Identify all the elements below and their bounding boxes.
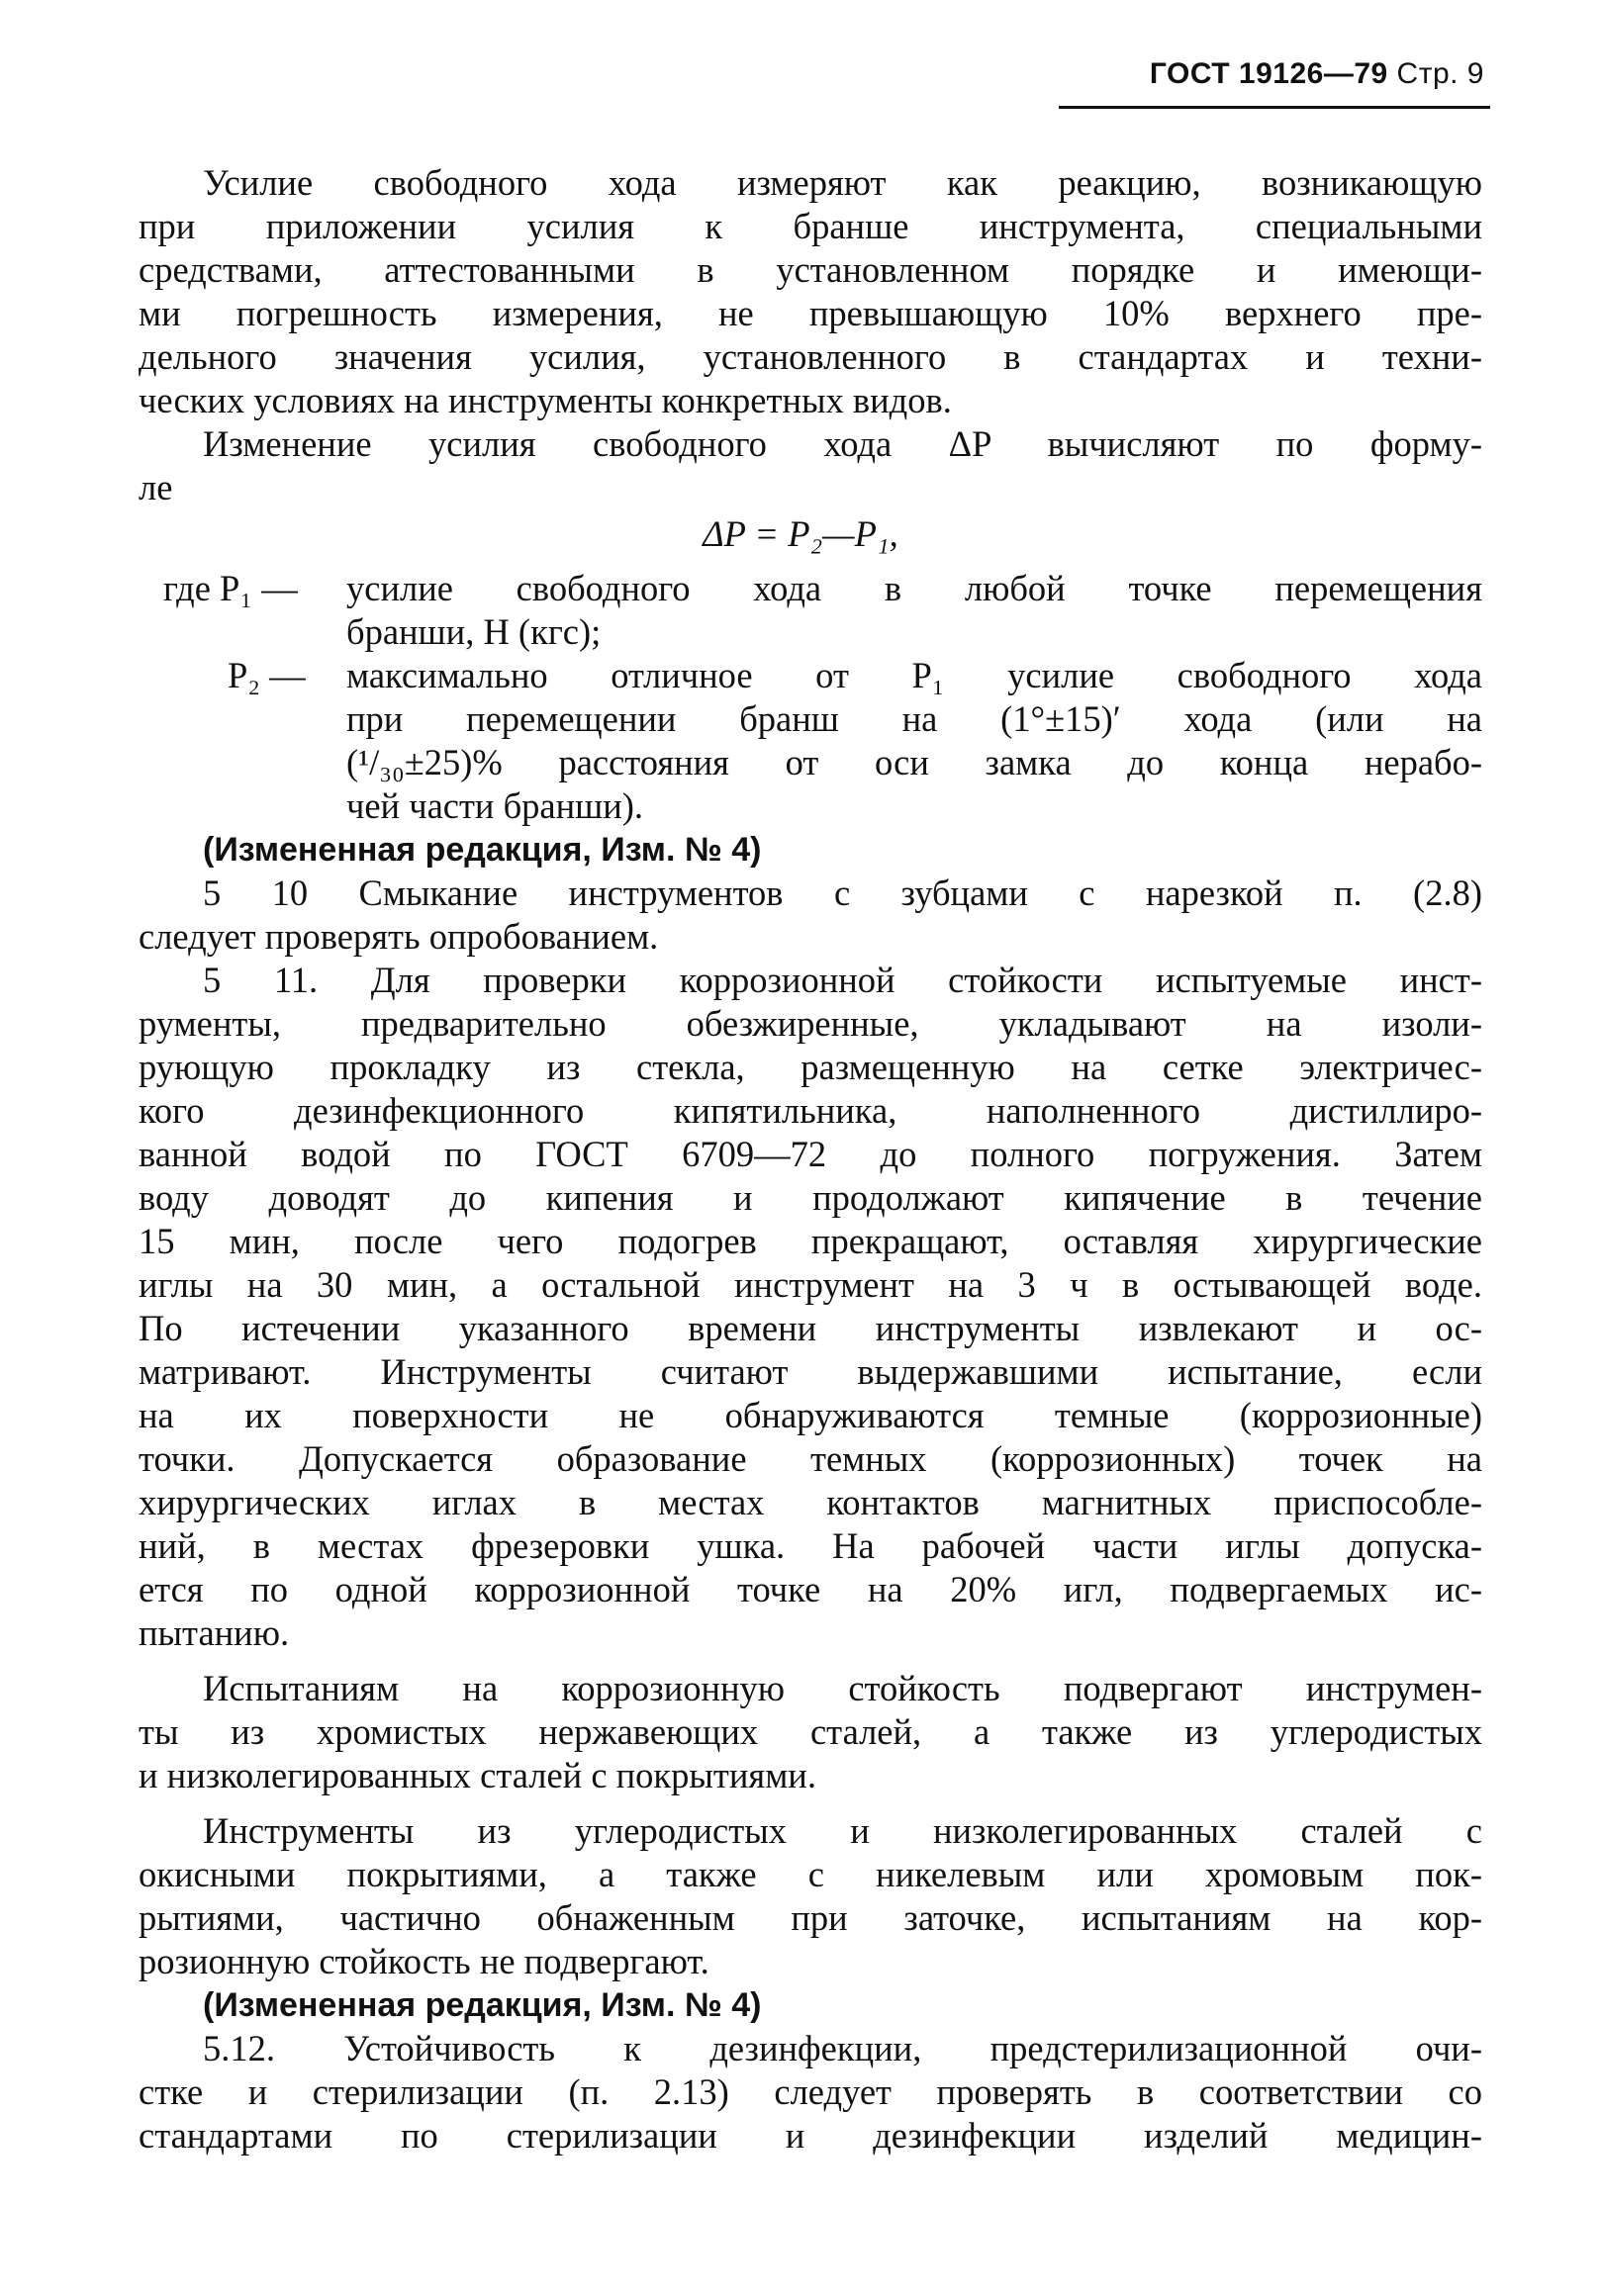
text-line: средствами, аттестованными в установленном порядке и имеющи-: [139, 249, 1482, 290]
text-line: пытанию.: [139, 1612, 290, 1653]
text-line: хирургических иглах в местах контактов магнитных приспособле-: [139, 1482, 1482, 1522]
definition-line: (¹/₃₀±25)% расстояния от оси замка до конца нерабо-: [346, 742, 1482, 782]
text-line: при приложении усилия к бранше инструмента, специальными: [139, 206, 1482, 246]
amendment-note: (Измененная редакция, Изм. № 4): [203, 1986, 762, 2024]
definition-line: при перемещении бранш на (1°±15)′ хода (или на: [346, 698, 1482, 739]
text-line: ванной водой по ГОСТ 6709—72 до полного погружения. Затем: [139, 1134, 1482, 1174]
text-line: окисными покрытиями, а также с никелевым или хромовым пок-: [139, 1854, 1482, 1894]
text-line: 15 мин, после чего подогрев прекращают, оставляя хирургические: [139, 1221, 1482, 1261]
text-line: По истечении указанного времени инструменты извлекают и ос-: [139, 1308, 1482, 1348]
text-line: Усилие свободного хода измеряют как реакцию, возникающую: [203, 162, 1482, 203]
text-line: стке и стерилизации (п. 2.13) следует проверять в соответствии со: [139, 2071, 1482, 2112]
page-number: Стр. 9: [1396, 57, 1484, 90]
p2-label: P₂ —: [228, 655, 306, 695]
text-line: воду доводят до кипения и продолжают кипячение в течение: [139, 1177, 1482, 1218]
text-line: Изменение усилия свободного хода ΔP вычисляют по форму-: [203, 423, 1482, 464]
text-line: ческих условиях на инструменты конкретных видов.: [139, 380, 952, 420]
text-line: ми погрешность измерения, не превышающую 10% верхнего пре-: [139, 293, 1482, 333]
text-line: ты из хромистых нержавеющих сталей, а также из углеродистых: [139, 1711, 1482, 1752]
text-line: и низколегированных сталей с покрытиями.: [139, 1755, 816, 1795]
text-line: на их поверхности не обнаруживаются темные (коррозионные): [139, 1395, 1482, 1435]
text-line: кого дезинфекционного кипятильника, наполненного дистиллиро-: [139, 1090, 1482, 1131]
text-line: точки. Допускается образование темных (коррозионных) точек на: [139, 1438, 1482, 1479]
definition-line: чей части бранши).: [346, 785, 644, 826]
text-line: стандартами по стерилизации и дезинфекции изделий медицин-: [139, 2115, 1482, 2156]
definition-line: усилие свободного хода в любой точке перемещения: [346, 568, 1482, 608]
text-line: ле: [139, 467, 173, 507]
text-line: иглы на 30 мин, а остальной инструмент на 3 ч в остывающей воде.: [139, 1264, 1482, 1305]
header-rule: [1059, 106, 1490, 109]
text-line: рументы, предварительно обезжиренные, укладывают на изоли-: [139, 1003, 1482, 1044]
standard-number: ГОСТ 19126—79: [1149, 57, 1388, 90]
text-line: дельного значения усилия, установленного в стандартах и техни-: [139, 336, 1482, 377]
text-line: 5 11. Для проверки коррозионной стойкости испытуемые инст-: [203, 960, 1482, 1000]
text-line: ется по одной коррозионной точке на 20% игл, подвергаемых ис-: [139, 1569, 1482, 1609]
text-line: Инструменты из углеродистых и низколегированных сталей с: [203, 1810, 1482, 1851]
text-line: рующую прокладку из стекла, размещенную на сетке электричес-: [139, 1047, 1482, 1087]
definition-line: бранши, Н (кгс);: [346, 611, 602, 652]
text-line: розионную стойкость не подвергают.: [139, 1941, 709, 1981]
text-line: Испытаниям на коррозионную стойкость подвергают инструмен-: [203, 1668, 1482, 1708]
text-line: 5.12. Устойчивость к дезинфекции, предстерилизационной очи-: [203, 2028, 1482, 2068]
page-header: [1150, 57, 1484, 91]
text-line: 5 10 Смыкание инструментов с зубцами с нарезкой п. (2.8): [203, 872, 1482, 913]
text-line: следует проверять опробованием.: [139, 916, 659, 957]
text-line: рытиями, частично обнаженным при заточке, испытаниям на кор-: [139, 1897, 1482, 1938]
text-line: ний, в местах фрезеровки ушка. На рабочей части иглы допуска-: [139, 1525, 1482, 1566]
amendment-note: (Измененная редакция, Изм. № 4): [203, 831, 762, 869]
definition-line: максимально отличное от P₁ усилие свободного хода: [346, 655, 1482, 695]
formula: ΔP = P₂—P₁,: [703, 513, 898, 554]
where-label: где P₁ —: [163, 568, 298, 608]
text-line: матривают. Инструменты считают выдержавшими испытание, если: [139, 1351, 1482, 1392]
